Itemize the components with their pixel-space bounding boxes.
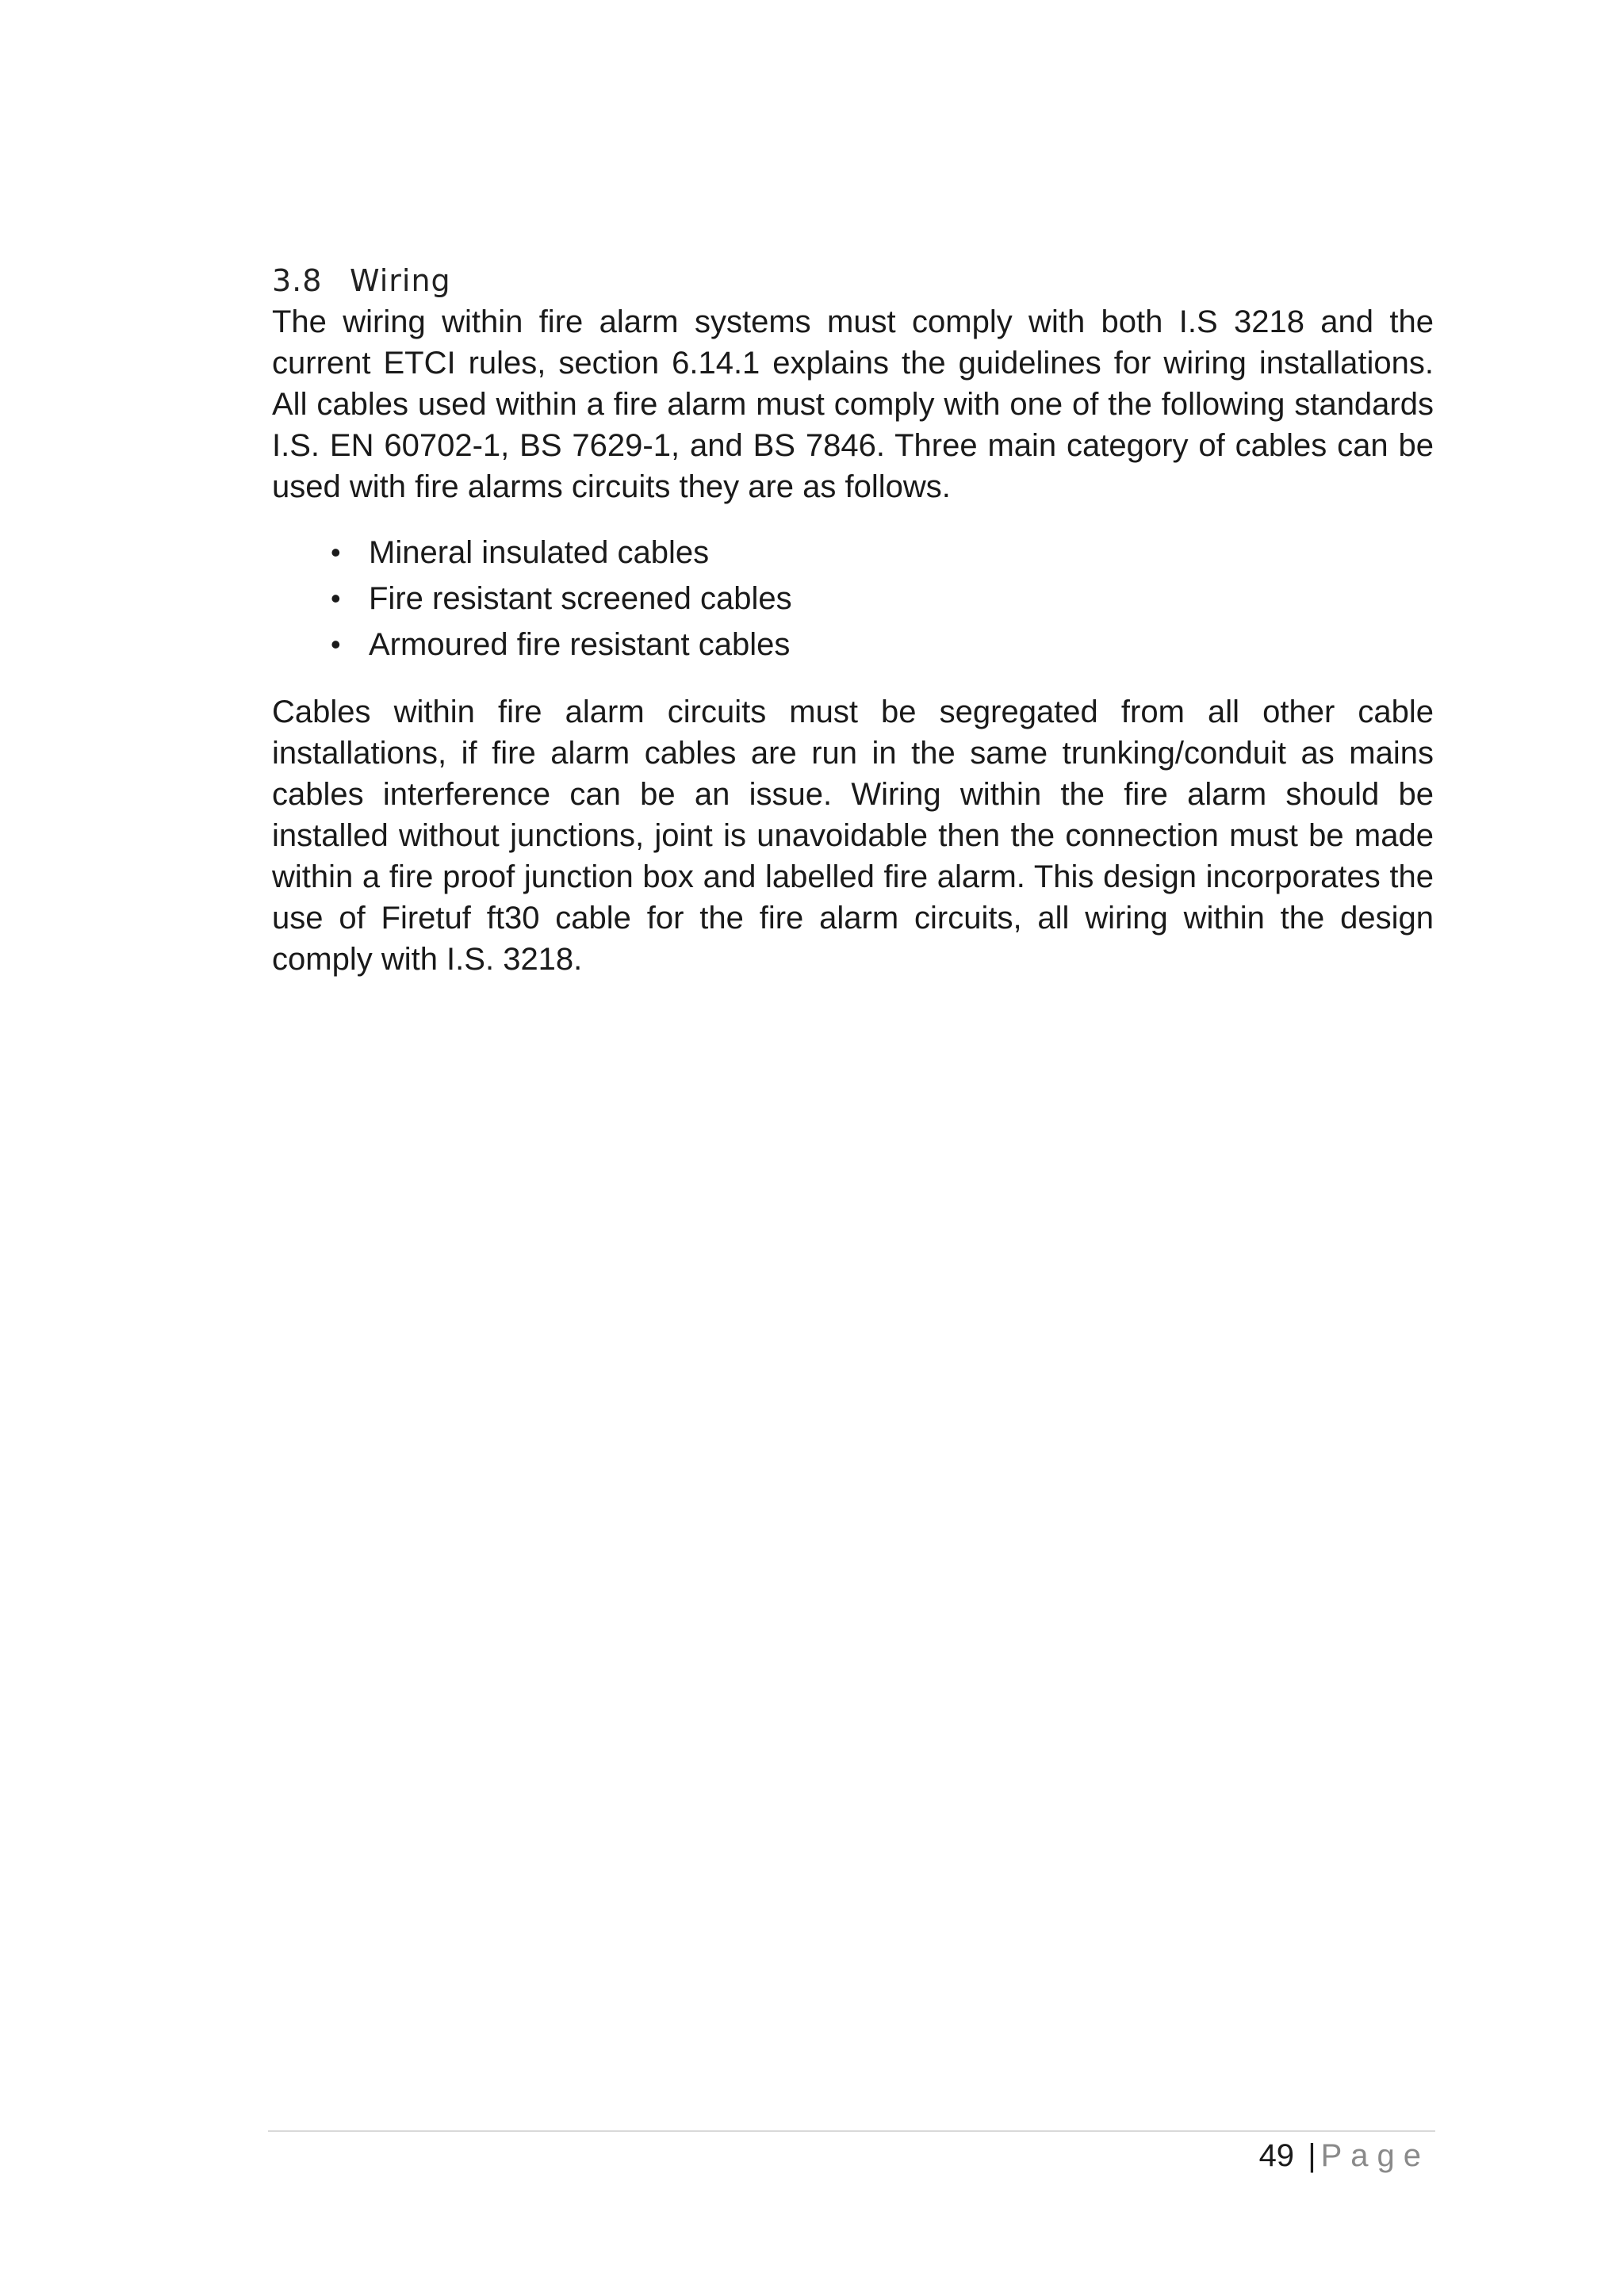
page-number: 49 [1258, 2138, 1295, 2173]
cable-category-list [272, 530, 1434, 668]
list-item-text: Mineral insulated cables [369, 535, 710, 570]
list-item [272, 622, 1434, 668]
section-heading [272, 260, 1434, 301]
page-label: Page [1320, 2138, 1430, 2173]
list-item-text: Fire resistant screened cables [369, 581, 792, 616]
bullet-icon: • [331, 536, 341, 568]
page-footer [1259, 2135, 1430, 2176]
footer-separator: | [1308, 2138, 1316, 2173]
list-item-text: Armoured fire resistant cables [369, 627, 791, 662]
bullet-icon: • [331, 582, 341, 614]
bullet-icon: • [331, 628, 341, 660]
intro-paragraph: The wiring within fire alarm systems must comply with both I.S 3218 and the current ETCI rules, section 6.14.1 explains the guidelines for wiring installations. All cables used within a fire alarm must comply with one of the following standards I.S. EN 60702-1, BS 7629-1, and BS 7846. Three main category of cables can be used with fire alarms circuits they are as follows. [272, 304, 1434, 504]
list-item [272, 530, 1434, 576]
segregation-paragraph: Cables within fire alarm circuits must be segregated from all other cable installations, if fire alarm cables are run in the same trunking/conduit as mains cables interference can be an issue. Wiring within the fire alarm should be installed without junctions, joint is unavoidable then the connection must be made within a fire proof junction box and labelled fire alarm. This design incorporates the use of Firetuf ft30 cable for the fire alarm circuits, all wiring within the design comply with I.S. 3218. [272, 695, 1434, 977]
page-content [272, 260, 1434, 980]
footer-divider [268, 2130, 1435, 2132]
section-number: 3.8 [272, 263, 323, 298]
section-title: Wiring [350, 263, 451, 298]
list-item [272, 576, 1434, 622]
